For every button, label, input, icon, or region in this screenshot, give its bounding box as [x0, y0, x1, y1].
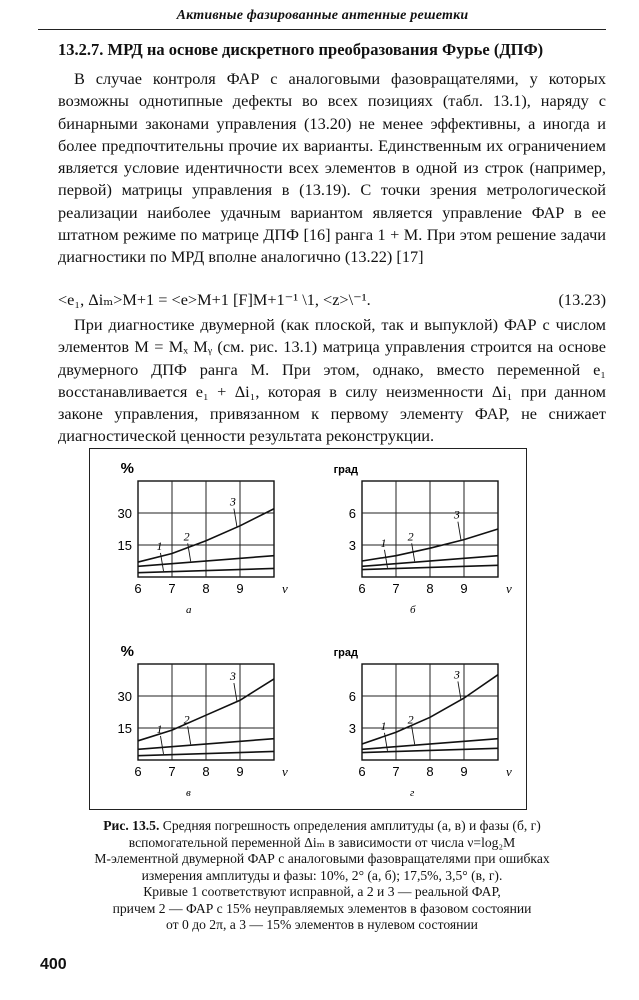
curve-label: 2 [407, 712, 414, 727]
caption-label: Рис. 13.5. [103, 818, 160, 833]
y-tick-label: 3 [348, 721, 356, 736]
curve-label: 1 [380, 535, 387, 550]
equation-text: <e₁, Δiₘ>M+1 = <e>M+1 [F]M+1⁻¹ \1, <z>\⁻¹. [58, 290, 371, 309]
paragraph-2: При диагностике двумерной (как плоской, так и выпуклой) ФАР с числом элементов M = Mₓ Mᵧ (см. рис. 13.1) матрица управления строится на основе двумерного ДПФ ранга M. При этом, однако, вместо переменной e₁ восстанавливается e₁ + Δi₁, которая в силу неизменности Δi₁ при данном законе управления, привязанном к первому элементу ФАР, не снижает диагностической ценности результата реконструкции. [58, 315, 606, 446]
curve-label: 3 [229, 494, 236, 509]
curve-leader [188, 726, 191, 744]
caption-line-2: вспомогательной переменной Δiₘ в зависимости от числа ν=log₂M [128, 834, 516, 850]
y-axis-label: град [333, 647, 358, 659]
curve-label: 3 [453, 667, 460, 682]
x-tick-label: 6 [358, 581, 366, 596]
x-axis-label: ν [506, 764, 512, 779]
x-axis-label: ν [282, 581, 288, 596]
x-tick-label: 8 [202, 764, 210, 779]
curve-leader [458, 681, 461, 699]
y-tick-label: 6 [348, 689, 356, 704]
y-tick-label: 6 [348, 506, 356, 521]
caption-line-3: M-элементной двумерной ФАР с аналоговыми фазовращателями при ошибках [94, 851, 550, 866]
curve-leader [234, 509, 237, 527]
curve-label: 2 [183, 529, 190, 544]
curve-label: 1 [156, 721, 163, 736]
x-tick-label: 6 [134, 581, 142, 596]
panel-label: б [410, 604, 416, 616]
caption-line-1: Средняя погрешность определения амплитуды (а, в) и фазы (б, г) [159, 818, 541, 833]
caption-line-4: измерения амплитуды и фазы: 10%, 2° (а, б); 17,5%, 3,5° (в, г). [141, 867, 503, 883]
page-number: 400 [40, 956, 67, 973]
x-tick-label: 9 [236, 581, 244, 596]
equation-13-23 [58, 290, 606, 310]
section-title: 13.2.7. МРД на основе дискретного преобразования Фурье (ДПФ) [58, 40, 544, 59]
y-axis-label: % [120, 643, 134, 660]
x-tick-label: 9 [236, 764, 244, 779]
caption-line-7: от 0 до 2π, а 3 — 15% элементов в нулевом состоянии [166, 917, 478, 932]
x-tick-label: 8 [202, 581, 210, 596]
panel-label: в [186, 787, 191, 799]
x-tick-label: 8 [426, 581, 434, 596]
curve-label: 2 [183, 712, 190, 727]
x-tick-label: 9 [460, 581, 468, 596]
running-header: Активные фазированные антенные решетки [176, 8, 469, 23]
figure-caption [38, 818, 606, 934]
y-tick-label: 30 [117, 689, 132, 704]
x-axis-label: ν [506, 581, 512, 596]
y-tick-label: 30 [117, 506, 132, 521]
curve-leader [412, 726, 415, 744]
caption-line-5: Кривые 1 соответствуют исправной, а 2 и 3 — реальной ФАР, [143, 884, 501, 899]
x-tick-label: 6 [134, 764, 142, 779]
panel-label: а [186, 604, 192, 616]
curve-leader [160, 736, 163, 754]
x-tick-label: 8 [426, 764, 434, 779]
x-tick-label: 9 [460, 764, 468, 779]
figure-svg [90, 449, 526, 809]
y-tick-label: 3 [348, 538, 356, 553]
x-axis-label: ν [282, 764, 288, 779]
curve-leader [234, 683, 237, 701]
curve-label: 2 [407, 529, 414, 544]
y-tick-label: 15 [117, 721, 132, 736]
panel-label: г [410, 787, 415, 799]
curve-label: 1 [156, 538, 163, 553]
curve-label: 3 [229, 669, 236, 684]
x-tick-label: 7 [392, 764, 400, 779]
caption-line-6: причем 2 — ФАР с 15% неуправляемых элементов в фазовом состоянии [112, 900, 532, 916]
paragraph-1: В случае контроля ФАР с аналоговыми фазовращателями, у которых возможны однотипные дефекты во всех позициях (табл. 13.1), наряду с бинарными законами управления (13.20) не менее эффективны, а иногда и более предпочтительны прочие их варианты. Единственным их ограничением является условие идентичности всех элементов в одной из строк (например, первой) матрицы управления в (13.19). С точки зрения метрологической реализации наиболее удачным вариантом является управление ФАР в ее штатном режиме по матрице ДПФ [16] ранга 1 + M. При этом решение задачи диагностики по МРД вполне аналогично (13.22) [17] [58, 69, 606, 267]
y-tick-label: 15 [117, 538, 132, 553]
x-tick-label: 7 [168, 581, 176, 596]
curve-label: 3 [453, 507, 460, 522]
curve-label: 1 [380, 718, 387, 733]
x-tick-label: 7 [392, 581, 400, 596]
curve-leader [458, 522, 461, 540]
header-rule [38, 29, 606, 30]
equation-number: (13.23) [558, 290, 606, 309]
x-tick-label: 6 [358, 764, 366, 779]
y-axis-label: град [333, 464, 358, 476]
x-tick-label: 7 [168, 764, 176, 779]
y-axis-label: % [120, 460, 134, 477]
figure-13-5 [89, 448, 527, 810]
